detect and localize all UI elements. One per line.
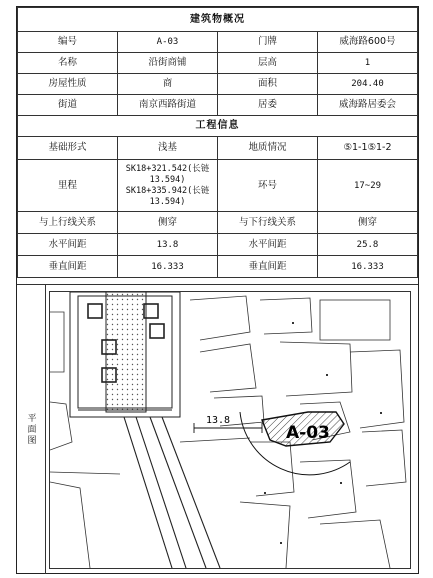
mileage-value: [118, 160, 218, 212]
plan-label-cell: [17, 285, 46, 574]
city-blocks: [50, 296, 406, 568]
vertical-distance-value-down: 16.333: [318, 256, 418, 278]
area-label: 面积: [218, 74, 318, 95]
mileage-line-3: SK18+335.942(长链: [125, 185, 210, 196]
up-relation-value: 侧穿: [118, 212, 218, 234]
code-value: A-03: [118, 32, 218, 53]
street-value: 南京西路街道: [118, 95, 218, 116]
horizontal-distance-value-down: 25.8: [318, 234, 418, 256]
mileage-label: 里程: [18, 160, 118, 212]
foundation-value: 浅基: [118, 137, 218, 160]
horizontal-distance-label-up: 水平间距: [18, 234, 118, 256]
floors-label: 层高: [218, 53, 318, 74]
tunnel-lines: [124, 417, 220, 568]
building-a03-footprint: [240, 412, 350, 475]
street-label: 街道: [18, 95, 118, 116]
ring-label: 环号: [218, 160, 318, 212]
building-info-sheet: [16, 6, 419, 574]
nature-value: 商: [118, 74, 218, 95]
floors-value: 1: [318, 53, 418, 74]
down-relation-value: 侧穿: [318, 212, 418, 234]
horizontal-distance-label-down: 水平间距: [218, 234, 318, 256]
code-label: 编号: [18, 32, 118, 53]
horizontal-distance-value-up: 13.8: [118, 234, 218, 256]
building-overview-heading: 建筑物概况: [18, 8, 418, 32]
ring-value: 17~29: [318, 160, 418, 212]
building-info-table: [17, 7, 418, 278]
geology-label: 地质情况: [218, 137, 318, 160]
station-structure: [70, 292, 180, 417]
foundation-label: 基础形式: [18, 137, 118, 160]
doorplate-label: 门牌: [218, 32, 318, 53]
down-relation-label: 与下行线关系: [218, 212, 318, 234]
vertical-distance-label-down: 垂直间距: [218, 256, 318, 278]
plan-section: [17, 284, 418, 574]
nature-label: 房屋性质: [18, 74, 118, 95]
geology-value: ⑤1-1⑤1-2: [318, 137, 418, 160]
doorplate-value: 威海路600号: [318, 32, 418, 53]
committee-label: 居委: [218, 95, 318, 116]
distance-tag: 13.8: [206, 415, 231, 426]
vertical-distance-value-up: 16.333: [118, 256, 218, 278]
mileage-line-2: 13.594): [149, 174, 186, 185]
vertical-distance-label-up: 垂直间距: [18, 256, 118, 278]
building-tag: A-03: [286, 423, 330, 443]
name-label: 名称: [18, 53, 118, 74]
committee-value: 威海路居委会: [318, 95, 418, 116]
engineering-info-heading: 工程信息: [18, 116, 418, 137]
site-plan-svg: [50, 292, 410, 568]
mileage-line-1: SK18+321.542(长链: [125, 163, 210, 174]
area-value: 204.40: [318, 74, 418, 95]
mileage-line-4: 13.594): [149, 196, 186, 207]
plan-label: 平面图: [25, 413, 36, 446]
name-value: 沿街商铺: [118, 53, 218, 74]
up-relation-label: 与上行线关系: [18, 212, 118, 234]
site-plan-drawing: [49, 291, 411, 569]
